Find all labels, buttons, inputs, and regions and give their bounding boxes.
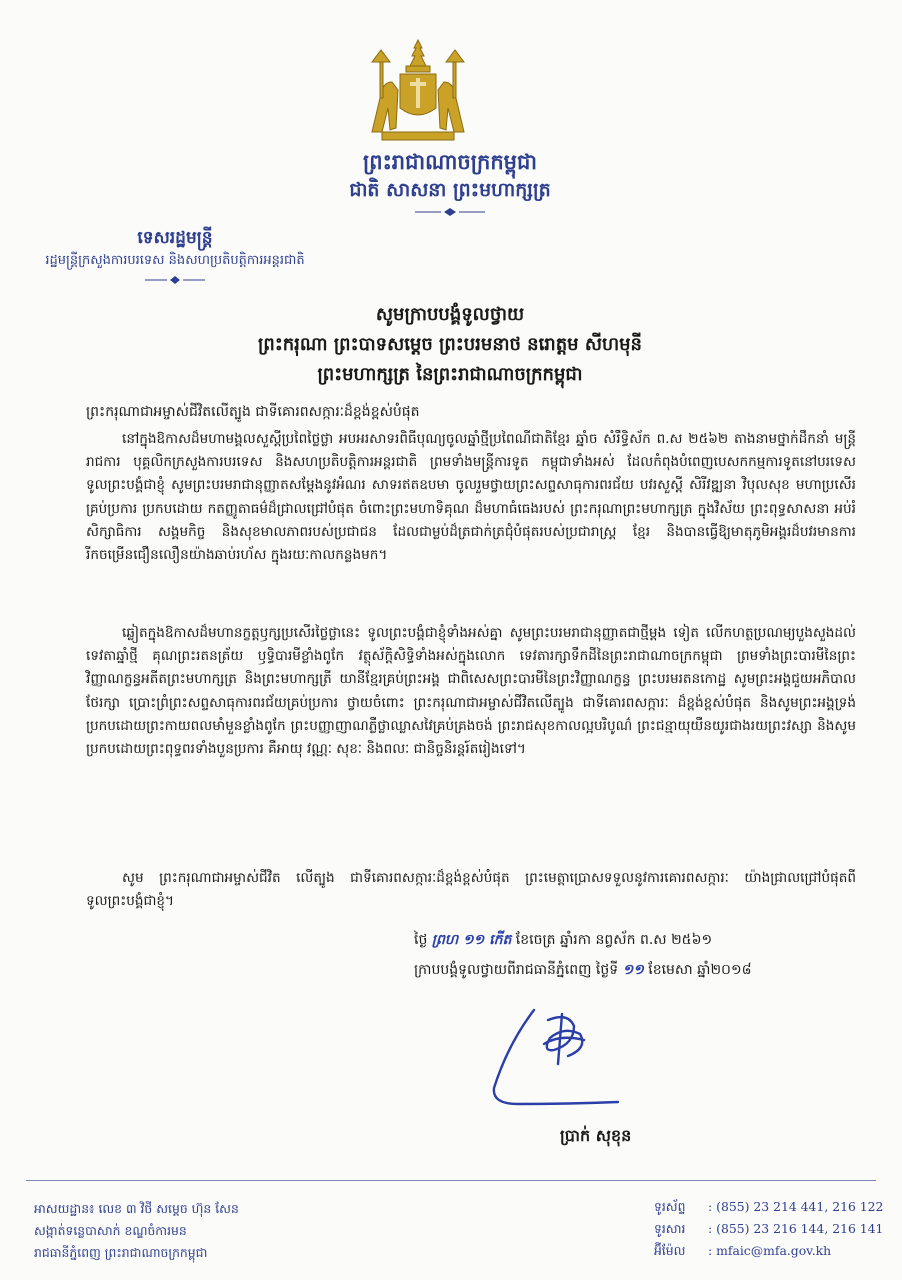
fax-value: : (855) 23 216 144, 216 141 — [708, 1221, 884, 1236]
paragraph-text: ឆ្លៀតក្នុងឱកាសដ៏មហានក្ខត្តឫក្សប្រសើរថ្លៃថ្លានេះ ទូលព្រះបង្គំជាខ្ញុំទាំងអស់គ្នា សូមព្រះបរមរាជានុញ្ញាតជាថ្មីម្តង ទៀត លើកហត្ថប្រណម្យបួងសួងដល់ទេវតាឆ្នាំថ្មី គុណព្រះរតនត្រ័យ ឫទ្ធិបារមីខ្លាំងពូកែ វត្ថុស័ក្តិសិទ្ធិទាំងអស់ក្នុងលោក ទេវតារក្សាទឹកដីនៃព្រះរាជាណាចក្រកម្ពុជា ព្រមទាំងព្រះបារមីនៃព្រះវិញ្ញាណក្ខន្ធអតីតព្រះមហាក្សត្រ និងព្រះមហាក្សត្រី យានីខ្មែរគ្រប់ព្រះអង្គ ជាពិសេសព្រះបារមីនៃព្រះវិញ្ញាណក្ខន្ធ ព្រះបរមរតនកោដ្ឋ សូមព្រះអង្គជួយអភិបាលថែរក្សា ប្រោះព្រំព្រះសព្ទសាធុការពរជ័យគ្រប់ប្រការ ថ្វាយចំពោះ ព្រះករុណាជាអម្ចាស់ជីវិតលើត្បូង ជាទីគោរពសក្ការៈ ដ៏ខ្ពង់ខ្ពស់បំផុត និងសូមព្រះអង្គទ្រង់ប្រកបដោយព្រះកាយពលមាំមួនខ្លាំងពូកែ ព្រះបញ្ញាញាណភ្លឺថ្លាឈ្លាសវៃគ្រប់គ្រងចង់ ព្រះរាជសុខកាលល្អបរិបូណ៌ ព្រះជន្មាយុយឺនយូរជាងរយព្រះវស្សា និងសូមប្រកបដោយព្រះពុទ្ធពរទាំងបួនប្រការ គឺអាយុ វណ្ណៈ សុខៈ និងពលៈ ជានិច្ចនិរន្តរ៍តរៀងទៅ។ — [86, 625, 856, 758]
ministry-header — [40, 226, 310, 284]
body-paragraph-1 — [86, 428, 856, 567]
body-paragraph-3 — [86, 867, 856, 913]
lunar-date-handwritten: ព្រហ ១១ កើត — [431, 932, 512, 948]
body-paragraph-2 — [86, 622, 856, 761]
national-motto: ជាតិ សាសនា ព្រះមហាក្សត្រ — [349, 179, 551, 201]
email-line[interactable] — [654, 1240, 883, 1262]
paragraph-text: នៅក្នុងឱកាសដ៏មហាមង្គលសួស្តីប្រពៃថ្លៃថ្លា អបអរសាទរពិធីបុណ្យចូលឆ្នាំថ្មីប្រពៃណីជាតិខ្មែរ ឆ្នាំច សំរឹទ្ធិស័ក ព.ស ២៥៦២ តាងនាមថ្នាក់ដឹកនាំ មន្ត្រីរាជការ បុគ្គលិកក្រសួងការបរទេស និងសហប្រតិបត្តិការអន្តរជាតិ ព្រមទាំងមន្ត្រីការទូត កម្ពុជាទាំងអស់ ដែលកំពុងបំពេញបេសកកម្មការទូតនៅបរទេស ទូលព្រះបង្គំជាខ្ញុំ សូមព្រះបរមរាជានុញ្ញាតសម្តែងនូវអំណរ សាទរឥតឧបមា ចូលរួមថ្វាយព្រះសព្ទសាធុការពរជ័យ បវរសួស្តី សិរីវឌ្ឍនា វិបុលសុខ មហាប្រសើរគ្រប់ប្រការ ប្រកបដោយ កតញ្ញូតាធម៌ដ៏ជ្រាលជ្រៅបំផុត ចំពោះព្រះមហាទិគុណ ដ៏មហាធំធេងរបស់ ព្រះករុណាព្រះមហាក្សត្រ ក្នុងវិស័យ ព្រះពុទ្ធសាសនា អប់រំសិក្សាធិការ សង្គមកិច្ច និងសុខមាលភាពរបស់ប្រជាជន ដែលជាម្លប់ដ៏ត្រជាក់ត្រជុំបំផុតរបស់ប្រជារាស្ត្រ ខ្មែរ និងបានធ្វើឱ្យមាតុភូមិអង្គរដ៏បវរមានការរីកចម្រើនជឿនលឿនយ៉ាងឆាប់រហ័ស ក្នុងរយៈកាលកន្លងមក។ — [86, 431, 856, 564]
email-link[interactable]: : mfaic@mfa.gov.kh — [708, 1243, 832, 1258]
letter-title — [150, 300, 750, 390]
footer-address — [34, 1198, 239, 1264]
salutation: ព្រះករុណាជាអម្ចាស់ជីវិតលើត្បូង ជាទីគោរពសក្ការៈដ៏ខ្ពង់ខ្ពស់បំផុត — [86, 404, 420, 420]
kingdom-name: ព្រះរាជាណាចក្រកម្ពុជា — [362, 149, 537, 174]
paragraph-text: សូម ព្រះករុណាជាអម្ចាស់ជីវិត លើត្បូង ជាទីគោរពសក្ការៈដ៏ខ្ពង់ខ្ពស់បំផុត ព្រះមេត្តាប្រោសទទួលនូវការគោរពសក្ការៈ យ៉ាងជ្រាលជ្រៅបំផុតពីទូលព្រះបង្គំជាខ្ញុំ។ — [86, 870, 856, 910]
royal-arms-of-cambodia-icon — [362, 38, 474, 146]
address-line-1: អាសយដ្ឋាន៖ លេខ ៣ វិថី សម្តេច ហ៊ុន សែន — [34, 1201, 239, 1216]
signature-mark — [488, 1004, 628, 1116]
email-label: អ៊ីម៉ែល — [654, 1243, 686, 1258]
date-block — [414, 925, 854, 985]
title-line-1: សូមក្រាបបង្គំទូលថ្វាយ — [375, 304, 525, 325]
lunar-date — [414, 925, 854, 955]
solar-date-suffix: ខែមេសា ឆ្នាំ២០១៨ — [648, 962, 752, 978]
kingdom-header — [300, 148, 600, 216]
lunar-date-suffix: ខែចេត្រ ឆ្នាំរកា នព្វស័ក ព.ស ២៥៦១ — [515, 932, 713, 948]
phone-label: ទូរស័ព្ទ — [654, 1199, 686, 1214]
fax-label: ទូរសារ — [654, 1221, 686, 1236]
ministry-subtitle: រដ្ឋមន្ត្រីក្រសួងការបរទេស និងសហប្រតិបត្តិការអន្តរជាតិ — [45, 253, 305, 268]
title-line-2: ព្រះករុណា ព្រះបាទសម្តេច ព្រះបរមនាថ នរោត្តម សីហមុនី — [258, 334, 642, 355]
solar-date — [414, 955, 854, 985]
footer-divider — [26, 1180, 876, 1181]
fax-line — [654, 1218, 883, 1240]
phone-line — [654, 1196, 883, 1218]
phone-value: : (855) 23 214 441, 216 122 — [708, 1199, 884, 1214]
address-line-3: រាជធានីភ្នំពេញ ព្រះរាជាណាចក្រកម្ពុជា — [34, 1245, 208, 1260]
ministry-title: ទេសរដ្ឋមន្ត្រី — [137, 228, 213, 248]
signer-name: ប្រាក់ សុខុន — [560, 1126, 632, 1145]
title-line-3: ព្រះមហាក្សត្រ នៃព្រះរាជាណាចក្រកម្ពុជា — [317, 364, 583, 385]
ornament-divider-icon — [415, 208, 485, 216]
ornament-divider-icon — [145, 276, 205, 284]
footer-contacts — [654, 1196, 883, 1262]
lunar-date-prefix: ថ្ងៃ — [414, 932, 428, 948]
solar-day-handwritten: ១១ — [622, 962, 644, 978]
address-line-2: សង្កាត់ទន្លេបាសាក់ ខណ្ឌចំការមន — [34, 1223, 187, 1238]
solar-date-prefix: ក្រាបបង្គំទូលថ្វាយពីរាជធានីភ្នំពេញ ថ្ងៃទី — [414, 962, 619, 978]
